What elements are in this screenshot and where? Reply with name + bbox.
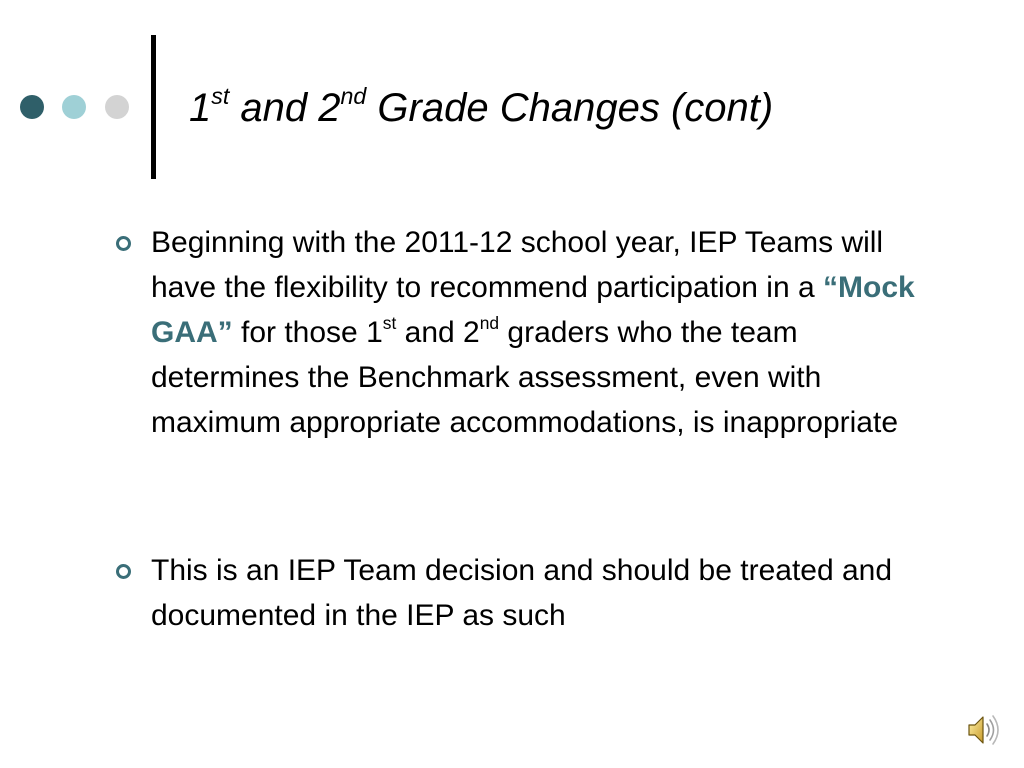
mock-gaa-emphasis: “Mock GAA” (151, 271, 915, 349)
title-superscript-1: st (211, 82, 230, 109)
decorative-dot-light (62, 95, 86, 119)
decorative-dot-dark (20, 95, 44, 119)
circle-bullet-icon (116, 236, 131, 251)
speaker-icon[interactable] (966, 712, 1000, 748)
circle-bullet-icon (116, 564, 131, 579)
decorative-dot-gray (105, 95, 129, 119)
title-superscript-2: nd (340, 82, 367, 109)
bullet-text: Beginning with the 2011-12 school year, IEP Teams will have the flexibility to recommend participation in a “Mock GAA” for those 1st and 2nd graders who the team determines the Benchmark assessment, even with maximum appropriate accommodations, is inappropriate (151, 226, 915, 439)
title-text-2: and 2 (229, 86, 341, 130)
bullet-item (116, 548, 936, 638)
title-divider (151, 35, 156, 179)
bullet-text: This is an IEP Team decision and should be treated and documented in the IEP as such (151, 554, 893, 632)
bullet-item (116, 220, 936, 445)
slide-title (189, 80, 773, 136)
title-text-1: 1 (189, 86, 212, 130)
title-text-3: Grade Changes (cont) (366, 86, 774, 130)
